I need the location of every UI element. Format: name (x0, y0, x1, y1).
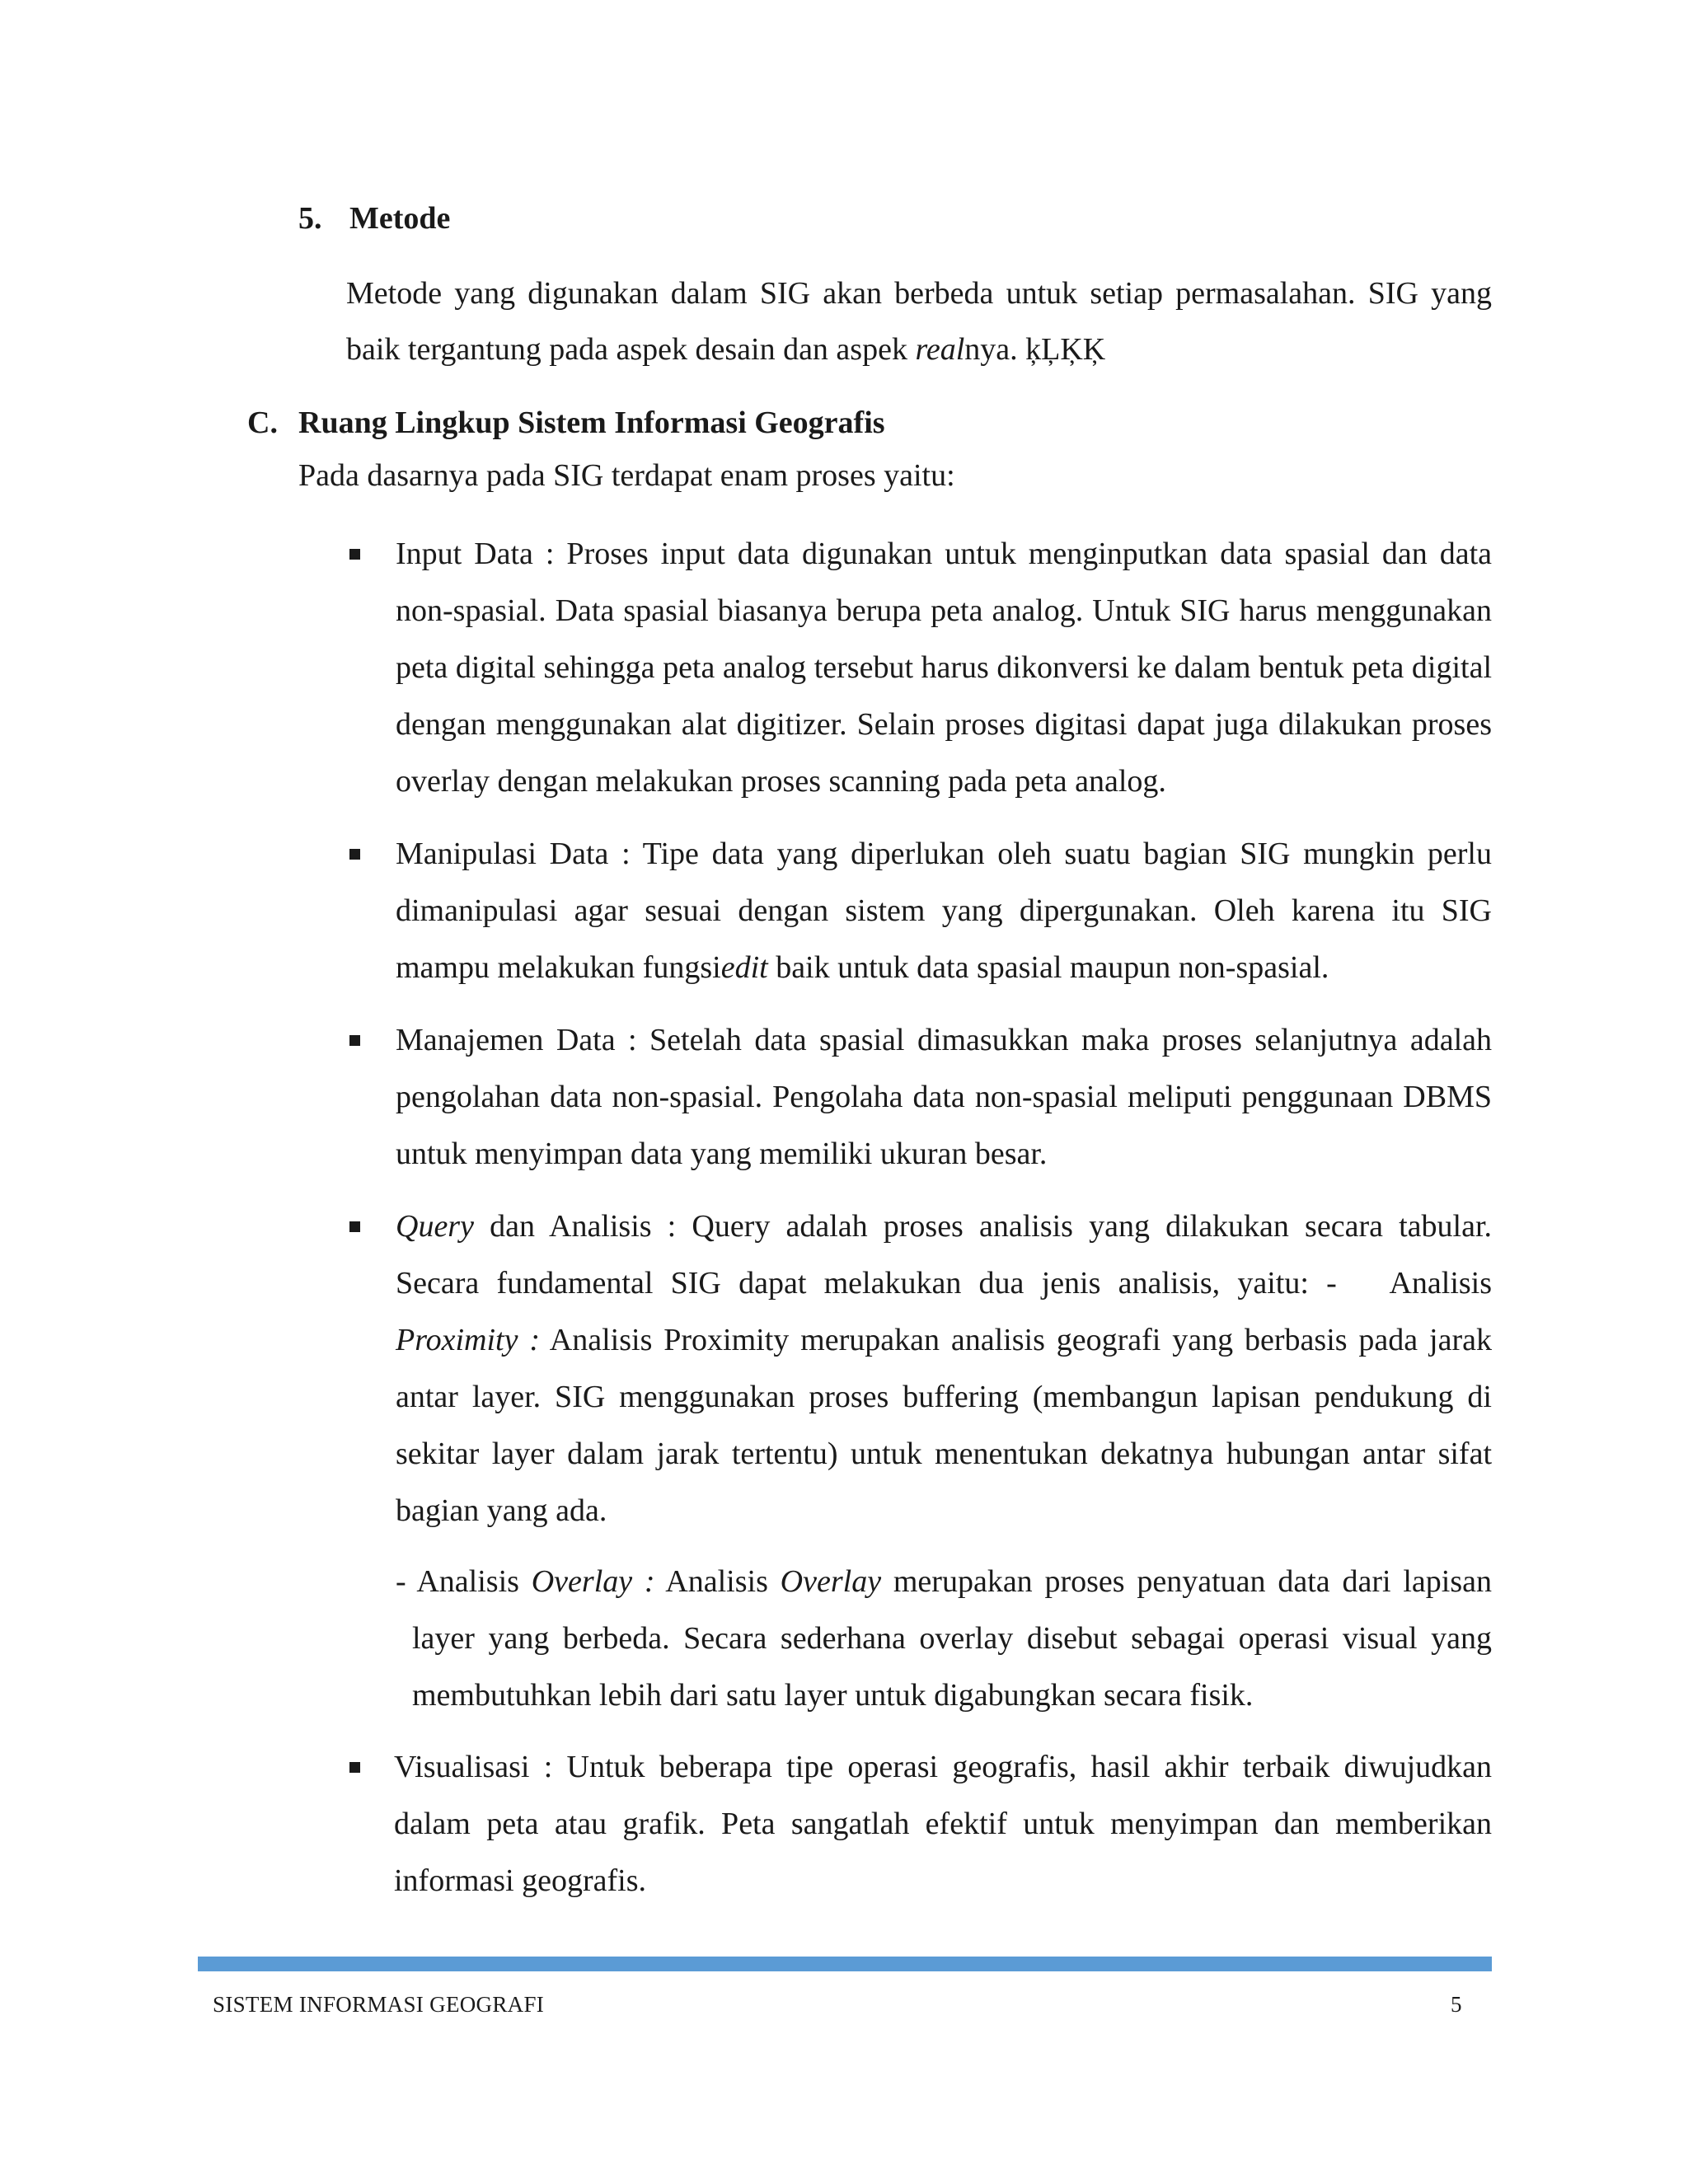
list-item-query-analisis (396, 1198, 1492, 1540)
list-item-input-data (396, 526, 1492, 810)
metode-text: Metode yang digunakan dalam SIG akan berbeda untuk setiap permasalahan. SIG yang baik tergantung pada aspek desain dan aspek (346, 276, 1492, 367)
section-heading-ruang-lingkup (247, 402, 885, 443)
section-title: Metode (349, 201, 451, 236)
list-item-italic: Query (396, 1209, 474, 1244)
footer-title: SISTEM INFORMASI GEOGRAFI (213, 1992, 545, 2017)
overlay-paragraph (396, 1554, 1492, 1724)
page-number: 5 (1451, 1992, 1462, 2017)
overlay-italic-2: Overlay (780, 1564, 882, 1599)
section-title: Ruang Lingkup Sistem Informasi Geografis (298, 405, 885, 440)
section-letter: C. (247, 405, 278, 440)
overlay-label: Analisis (406, 1564, 532, 1599)
proximity-label: Analisis (1389, 1266, 1493, 1301)
section-number: 5. (298, 201, 322, 236)
list-item-text: Manajemen Data : Setelah data spasial dimasukkan maka proses selanjutnya adalah pengolahan data non-spasial. Pengolaha data non-spasial meliputi penggunaan DBMS untuk menyimpan data yang memiliki ukuran besar. (396, 1023, 1492, 1171)
list-item-manipulasi-data (396, 826, 1492, 996)
overlay-italic: Overlay : (531, 1564, 655, 1599)
bullet-square-icon (349, 1221, 360, 1232)
bullet-square-icon (349, 549, 360, 560)
list-item-text: Manipulasi Data : Tipe data yang diperlukan oleh suatu bagian SIG mungkin perlu dimanipulasi agar sesuai dengan sistem yang dipergunakan. Oleh karena itu SIG mampu melakukan fungsi (396, 837, 1492, 985)
metode-paragraph (346, 265, 1492, 377)
intro-paragraph: Pada dasarnya pada SIG terdapat enam proses yaitu: (298, 458, 955, 493)
list-item-visualisasi (394, 1739, 1492, 1910)
footer-divider-bar (198, 1957, 1492, 1971)
list-item-text: Input Data : Proses input data digunakan untuk menginputkan data spasial dan data non-spasial. Data spasial biasanya berupa peta analog. Untuk SIG harus menggunakan peta digital sehingga peta analog tersebut harus dikonversi ke dalam bentuk peta digital dengan menggunakan alat digitizer. Selain proses digitasi dapat juga dilakukan proses overlay dengan melakukan proses scanning pada peta analog. (396, 537, 1492, 799)
bullet-square-icon (349, 1762, 360, 1773)
list-item-manajemen-data (396, 1012, 1492, 1183)
list-item-text-end: baik untuk data spasial maupun non-spasial. (767, 950, 1329, 985)
metode-text-end: nya. ķĻĶĶ (964, 332, 1106, 367)
overlay-mid: Analisis (654, 1564, 781, 1599)
bullet-square-icon (349, 849, 360, 860)
proximity-italic: Proximity : (396, 1323, 540, 1357)
bullet-square-icon (349, 1035, 360, 1046)
overlay-dash: - (396, 1564, 406, 1599)
list-item-text: Visualisasi : Untuk beberapa tipe operasi geografis, hasil akhir terbaik diwujudkan dalam peta atau grafik. Peta sangatlah efektif untuk menyimpan dan memberikan informasi geografis. (394, 1750, 1492, 1898)
list-item-italic: edit (720, 950, 768, 985)
proximity-text: Analisis Proximity merupakan analisis geografi yang berbasis pada jarak antar layer. SIG menggunakan proses buffering (membangun lapisan pendukung di sekitar layer dalam jarak tertentu) untuk menentukan dekatnya hubungan antar sifat bagian yang ada. (396, 1323, 1493, 1528)
section-heading-metode (298, 198, 450, 239)
list-item-text: dan Analisis : Query adalah proses analisis yang dilakukan secara tabular. Secara fundamental SIG dapat melakukan dua jenis analisis, yaitu: (396, 1209, 1492, 1301)
proximity-dash: - (1326, 1266, 1337, 1301)
overlay-subitem (396, 1554, 1492, 1724)
overlay-text: merupakan proses penyatuan data dari lapisan layer yang berbeda. Secara sederhana overlay disebut sebagai operasi visual yang membutuhkan lebih dari satu layer untuk digabungkan secara fisik. (412, 1564, 1492, 1713)
metode-italic: real (915, 332, 965, 367)
